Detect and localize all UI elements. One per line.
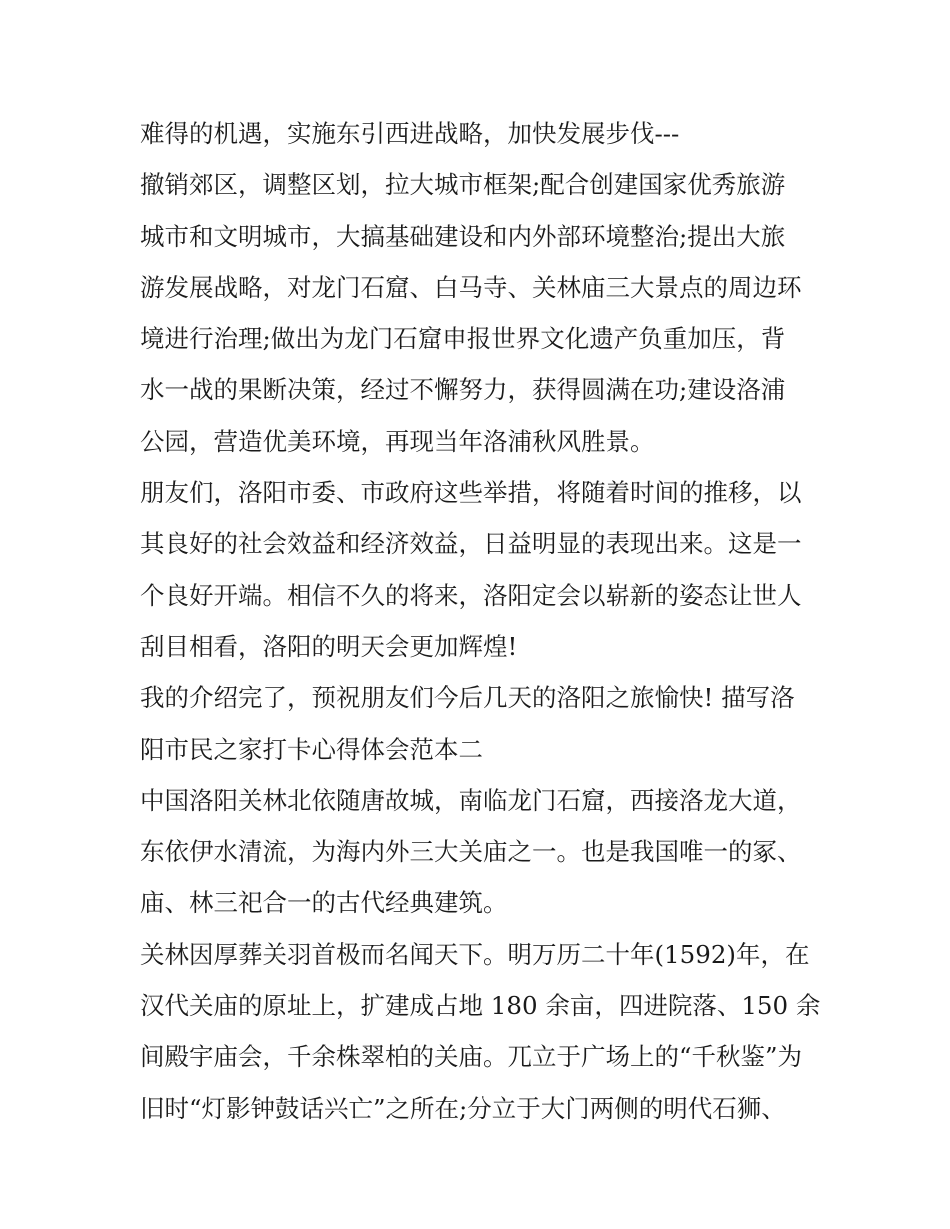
text-line: 朋友们，洛阳市委、市政府这些举措，将随着时间的推移，以 — [140, 478, 802, 508]
text-line: 旧时“灯影钟鼓话兴亡”之所在;分立于大门两侧的明代石狮、 — [140, 1093, 786, 1123]
text-line: 水一战的果断决策，经过不懈努力，获得圆满在功;建设洛浦 — [140, 375, 786, 405]
text-line: 境进行治理;做出为龙门石窟申报世界文化遗产负重加压，背 — [140, 324, 786, 354]
text-line: 中国洛阳关林北依随唐故城，南临龙门石窟，西接洛龙大道， — [140, 785, 802, 815]
text-line: 撤销郊区，调整区划，拉大城市框架;配合创建国家优秀旅游 — [140, 170, 786, 200]
text-line: 公园，营造优美环境，再现当年洛浦秋风胜景。 — [140, 426, 655, 456]
text-line: 难得的机遇，实施东引西进战略，加快发展步伐--- — [140, 119, 680, 148]
text-line: 阳市民之家打卡心得体会范本二 — [140, 734, 483, 764]
text-line: 城市和文明城市，大搞基础建设和内外部环境整治;提出大旅 — [140, 221, 786, 251]
text-line: 刮目相看，洛阳的明天会更加辉煌! — [140, 631, 518, 661]
text-line: 间殿宇庙会，千余株翠柏的关庙。兀立于广场上的“千秋鉴”为 — [140, 1042, 803, 1072]
text-line: 游发展战略，对龙门石窟、白马寺、关林庙三大景点的周边环 — [140, 272, 802, 302]
text-line: 个良好开端。相信不久的将来，洛阳定会以崭新的姿态让世人 — [140, 580, 802, 610]
document-body — [140, 108, 820, 1134]
text-line: 关林因厚葬关羽首极而名闻天下。明万历二十年(1592)年，在 — [140, 939, 810, 969]
text-line: 东依伊水清流，为海内外三大关庙之一。也是我国唯一的冢、 — [140, 837, 802, 867]
text-line: 其良好的社会效益和经济效益，日益明显的表现出来。这是一 — [140, 529, 802, 559]
text-line: 我的介绍完了，预祝朋友们今后几天的洛阳之旅愉快! 描写洛 — [140, 683, 795, 713]
text-line: 汉代关庙的原址上，扩建成占地 180 余亩，四进院落、150 余 — [140, 991, 821, 1021]
text-line: 庙、林三祀合一的古代经典建筑。 — [140, 888, 508, 918]
